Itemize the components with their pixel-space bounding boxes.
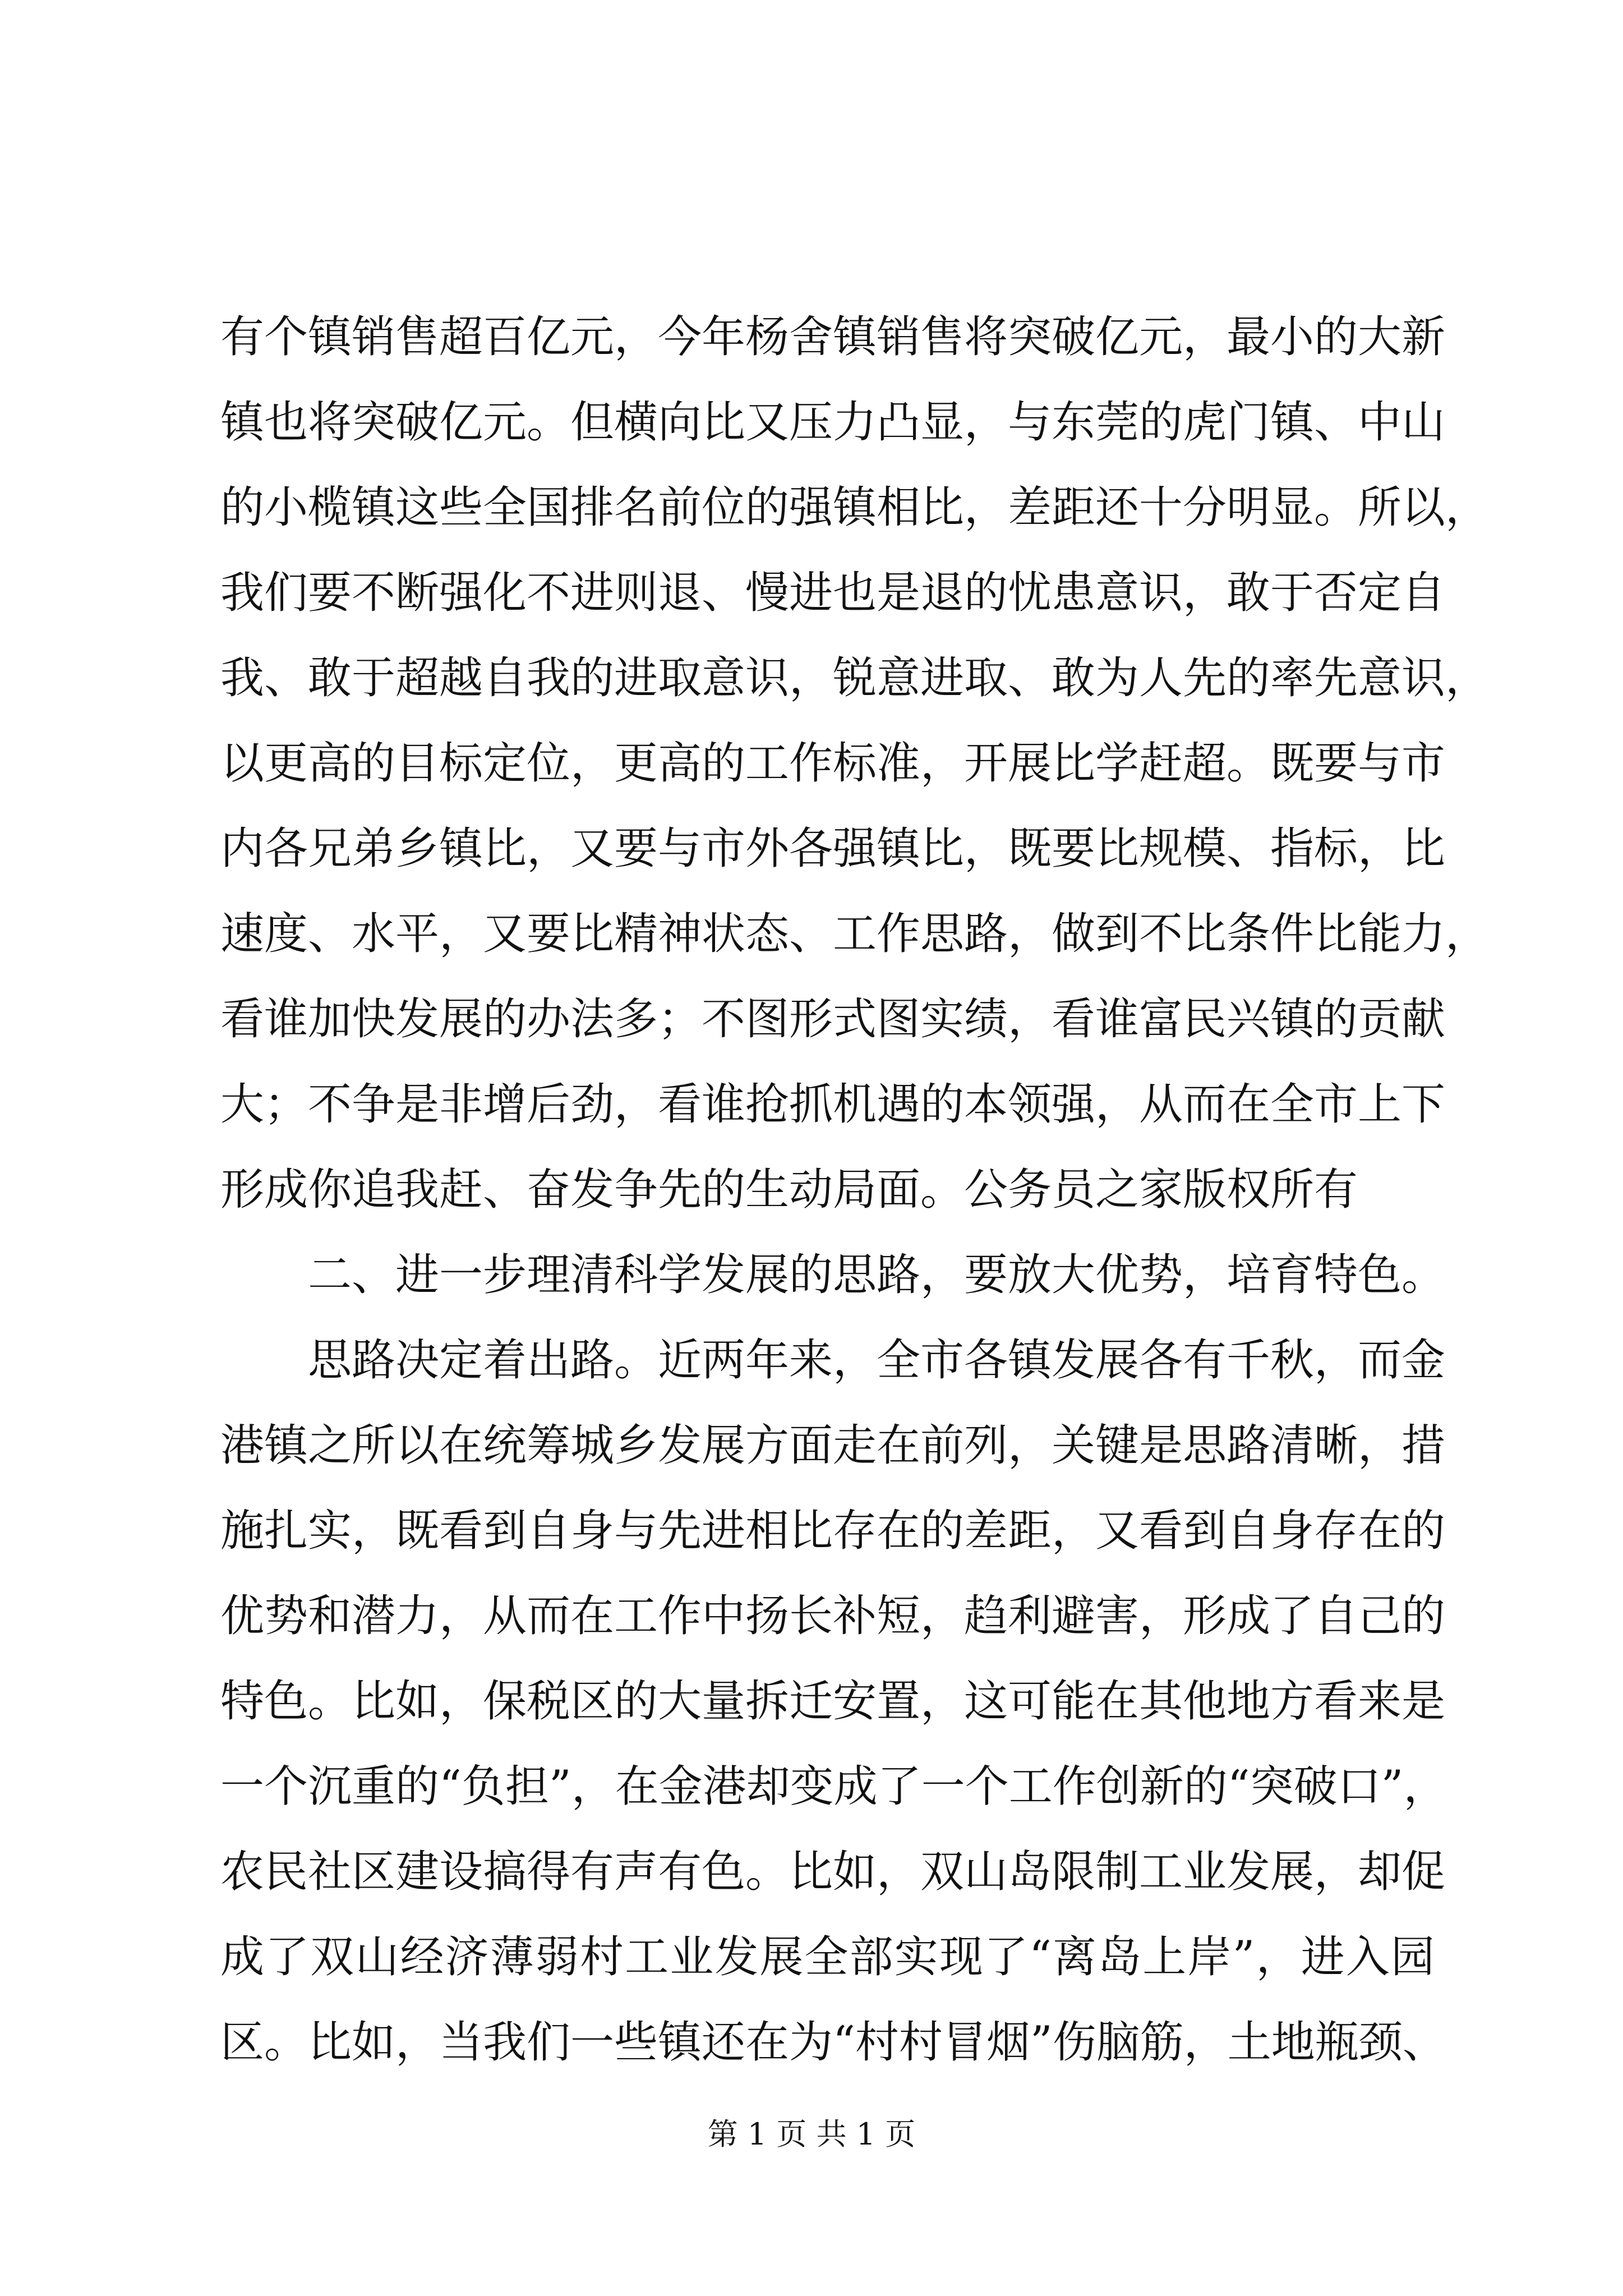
paragraph-start-line: 思路决定着出路。近两年来，全市各镇发展各有千秋，而金	[308, 1335, 1446, 1386]
text-line: 看谁加快发展的办法多；不图形式图实绩，看谁富民兴镇的贡献	[220, 994, 1446, 1045]
text-line: 有个镇销售超百亿元，今年杨舍镇销售将突破亿元，最小的大新	[220, 312, 1446, 362]
text-line: 速度、水平，又要比精神状态、工作思路，做到不比条件比能力，	[220, 909, 1490, 959]
text-line: 特色。比如，保税区的大量拆迁安置，这可能在其他地方看来是	[220, 1676, 1446, 1727]
text-line: 区。比如，当我们一些镇还在为“村村冒烟”伤脑筋，土地瓶颈、	[220, 2017, 1446, 2068]
text-line: 施扎实，既看到自身与先进相比存在的差距，又看到自身存在的	[220, 1506, 1446, 1556]
paragraph-end-line: 形成你追我赶、奋发争先的生动局面。公务员之家版权所有	[220, 1165, 1358, 1215]
section-heading: 二、进一步理清科学发展的思路，要放大优势，培育特色。	[308, 1250, 1446, 1300]
text-line: 的小榄镇这些全国排名前位的强镇相比，差距还十分明显。所以，	[220, 482, 1490, 533]
text-line: 农民社区建设搞得有声有色。比如，双山岛限制工业发展，却促	[220, 1847, 1446, 1897]
body-text	[220, 295, 1490, 2085]
text-line: 我、敢于超越自我的进取意识，锐意进取、敢为人先的率先意识，	[220, 653, 1490, 703]
text-line: 镇也将突破亿元。但横向比又压力凸显，与东莞的虎门镇、中山	[220, 397, 1446, 448]
text-line: 港镇之所以在统筹城乡发展方面走在前列，关键是思路清晰，措	[220, 1420, 1446, 1471]
text-line: 大；不争是非增后劲，看谁抢抓机遇的本领强，从而在全市上下	[220, 1079, 1446, 1130]
text-line: 成了双山经济薄弱村工业发展全部实现了“离岛上岸”，进入园	[220, 1932, 1435, 1982]
page-number-footer: 第 1 页 共 1 页	[707, 2116, 916, 2152]
text-line: 优势和潜力，从而在工作中扬长补短，趋利避害，形成了自己的	[220, 1591, 1446, 1641]
text-line: 内各兄弟乡镇比，又要与市外各强镇比，既要比规模、指标，比	[220, 823, 1446, 874]
text-line: 我们要不断强化不进则退、慢进也是退的忧患意识，敢于否定自	[220, 568, 1446, 618]
text-line: 以更高的目标定位，更高的工作标准，开展比学赶超。既要与市	[220, 738, 1446, 789]
text-line: 一个沉重的“负担”，在金港却变成了一个工作创新的“突破口”，	[220, 1761, 1447, 1812]
